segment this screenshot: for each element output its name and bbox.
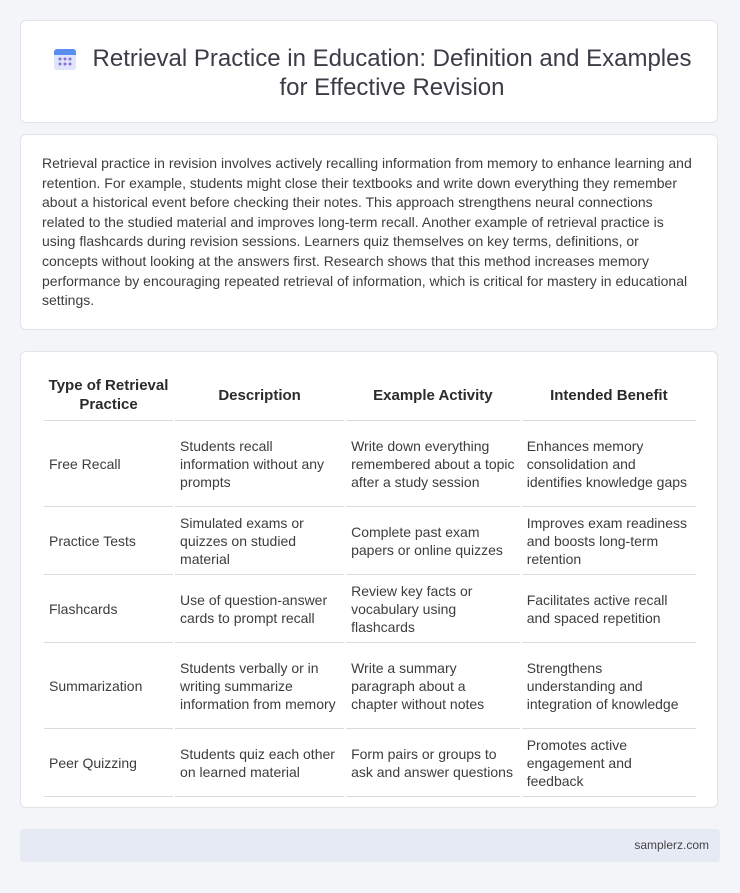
table-cell: Enhances memory consolidation and identifies knowledge gaps <box>522 421 696 507</box>
footer-bar <box>20 829 720 862</box>
table-cell: Practice Tests <box>44 507 173 575</box>
column-header-description: Description <box>175 370 344 421</box>
table-cell: Review key facts or vocabulary using flashcards <box>346 575 520 643</box>
table-cell: Form pairs or groups to ask and answer questions <box>346 729 520 797</box>
table-header-row <box>44 370 696 421</box>
table-cell: Facilitates active recall and spaced repetition <box>522 575 696 643</box>
table-cell: Students recall information without any prompts <box>175 421 344 507</box>
column-header-type: Type of Retrieval Practice <box>44 370 173 421</box>
table-card <box>20 351 718 808</box>
summary-card <box>20 134 718 330</box>
table-cell: Simulated exams or quizzes on studied material <box>175 507 344 575</box>
table-cell: Write a summary paragraph about a chapter without notes <box>346 643 520 729</box>
table-cell: Flashcards <box>44 575 173 643</box>
table-cell: Students verbally or in writing summarize information from memory <box>175 643 344 729</box>
column-header-intended-benefit: Intended Benefit <box>522 370 696 421</box>
table-cell: Promotes active engagement and feedback <box>522 729 696 797</box>
table-cell: Improves exam readiness and boosts long-term retention <box>522 507 696 575</box>
table-cell: Peer Quizzing <box>44 729 173 797</box>
table-row <box>44 575 696 643</box>
summary-paragraph: Retrieval practice in revision involves actively recalling information from memory to enhance learning and retention. For example, students might close their textbooks and write down everything they remember about a historical event before checking their notes. This approach strengthens neural connections related to the studied material and improves long-term recall. Another example of retrieval practice is using flashcards during revision sessions. Learners quiz themselves on key terms, definitions, or concepts without looking at the answers first. Research shows that this method increases memory performance by encouraging repeated retrieval of information, which is critical for mastery in educational settings. <box>42 155 692 309</box>
table-cell: Students quiz each other on learned material <box>175 729 344 797</box>
table-cell: Free Recall <box>44 421 173 507</box>
footer-site-link[interactable]: samplerz.com <box>634 838 709 852</box>
table-row <box>44 729 696 797</box>
title-card <box>20 20 718 123</box>
table-cell: Use of question-answer cards to prompt recall <box>175 575 344 643</box>
page-title: Retrieval Practice in Education: Definition and Examples for Effective Revision <box>92 45 692 101</box>
table-row <box>44 421 696 507</box>
table-cell: Complete past exam papers or online quizzes <box>346 507 520 575</box>
column-header-example-activity: Example Activity <box>346 370 520 421</box>
table-cell: Strengthens understanding and integration of knowledge <box>522 643 696 729</box>
retrieval-practice-table <box>42 370 698 797</box>
table-cell: Write down everything remembered about a topic after a study session <box>346 421 520 507</box>
table-row <box>44 643 696 729</box>
table-cell: Summarization <box>44 643 173 729</box>
table-row <box>44 507 696 575</box>
